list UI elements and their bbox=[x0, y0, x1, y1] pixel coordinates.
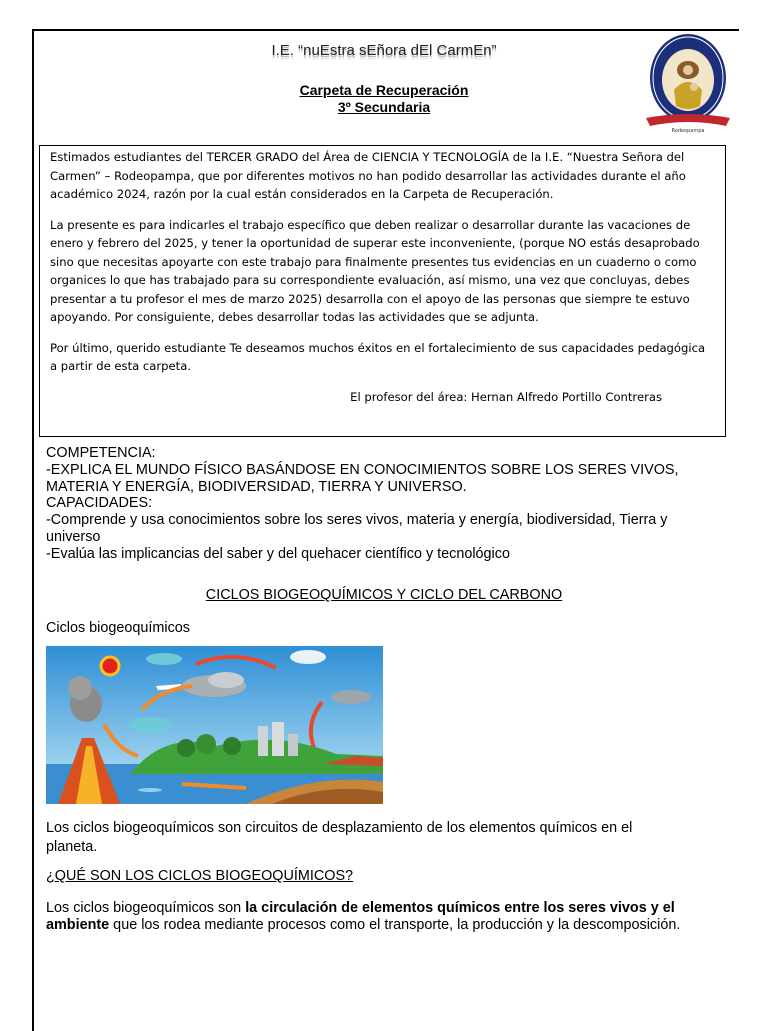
competencia-label: COMPETENCIA: bbox=[46, 445, 156, 461]
section-title: CICLOS BIOGEOQUÍMICOS Y CICLO DEL CARBONO bbox=[205, 587, 563, 603]
biogeochemical-cycle-illustration bbox=[46, 646, 383, 804]
competencia-text: -EXPLICA EL MUNDO FÍSICO BASÁNDOSE EN CONOCIMIENTOS SOBRE LOS SERES VIVOS, MATERIA Y ENERGÍA, BIODIVERSIDAD, TIERRA Y UNIVERSO. bbox=[46, 461, 679, 495]
svg-text:Rodeopampa: Rodeopampa bbox=[671, 128, 705, 134]
answer-text bbox=[46, 900, 706, 934]
competencies-block bbox=[46, 445, 716, 563]
teacher-signature: El profesor del área: Hernan Alfredo Portillo Contreras bbox=[350, 389, 662, 404]
question-heading: ¿QUÉ SON LOS CICLOS BIOGEOQUÍMICOS? bbox=[46, 868, 354, 884]
letter-paragraph-1: Estimados estudiantes del TERCER GRADO del Área de CIENCIA Y TECNOLOGÍA de la I.E. “Nuestra Señora del Carmen” – Rodeopampa, que por diferentes motivos no han podido desarrollar las actividades durante el año académico 2024, razón por la cual están considerados en la Carpeta de Recuperación. bbox=[50, 150, 686, 201]
capacidad-item: -Comprende y usa conocimientos sobre los seres vivos, materia y energía, biodiversidad, Tierra y universo bbox=[46, 512, 668, 545]
definition-text: Los ciclos biogeoquímicos son circuitos de desplazamiento de los elementos químicos en el planeta. bbox=[46, 820, 633, 855]
answer-text-bold: la circulación de elementos químicos entre los seres vivos y el ambiente bbox=[46, 900, 675, 933]
school-name: I.E. “nuEstra sEñora dEl CarmEn” bbox=[271, 42, 497, 59]
capacidades-label: CAPACIDADES: bbox=[46, 495, 153, 512]
letter-paragraph-3: Por último, querido estudiante Te deseamos muchos éxitos en el fortalecimiento de sus capacidades pedagógica a partir de esta carpeta. bbox=[50, 340, 706, 373]
answer-text-start: Los ciclos biogeoquímicos son bbox=[46, 900, 246, 916]
grade-label: 3º Secundaria bbox=[337, 99, 431, 115]
folder-title: Carpeta de Recuperación bbox=[299, 82, 469, 98]
answer-text-end: que los rodea mediante procesos como el transporte, la producción y la descomposición. bbox=[109, 917, 681, 933]
letter-paragraph-2: La presente es para indicarles el trabajo específico que deben realizar o desarrollar durante las vacaciones de enero y febrero del 2025, y tener la oportunidad de superar este inconveniente, (porque NO estás desaprobado sino que necesitas apoyarte con este trabajo para finalmente presentes tus evidencias en un cuaderno o como organices lo que has trabajado para su correspondiente evaluación, así mismo, una vez que concluyas, debes presentar a tu profesor el mes de marzo 2025) desarrolla con el apoyo de las personas que siempre te estuvo apoyando. Por consiguiente, debes desarrollar todas las actividades que se adjunta. bbox=[50, 217, 700, 324]
capacidad-item: -Evalúa las implicancias del saber y del quehacer científico y tecnológico bbox=[46, 545, 510, 562]
subheading: Ciclos biogeoquímicos bbox=[46, 620, 190, 636]
seal-icon bbox=[644, 32, 732, 136]
letter-box bbox=[39, 145, 726, 437]
